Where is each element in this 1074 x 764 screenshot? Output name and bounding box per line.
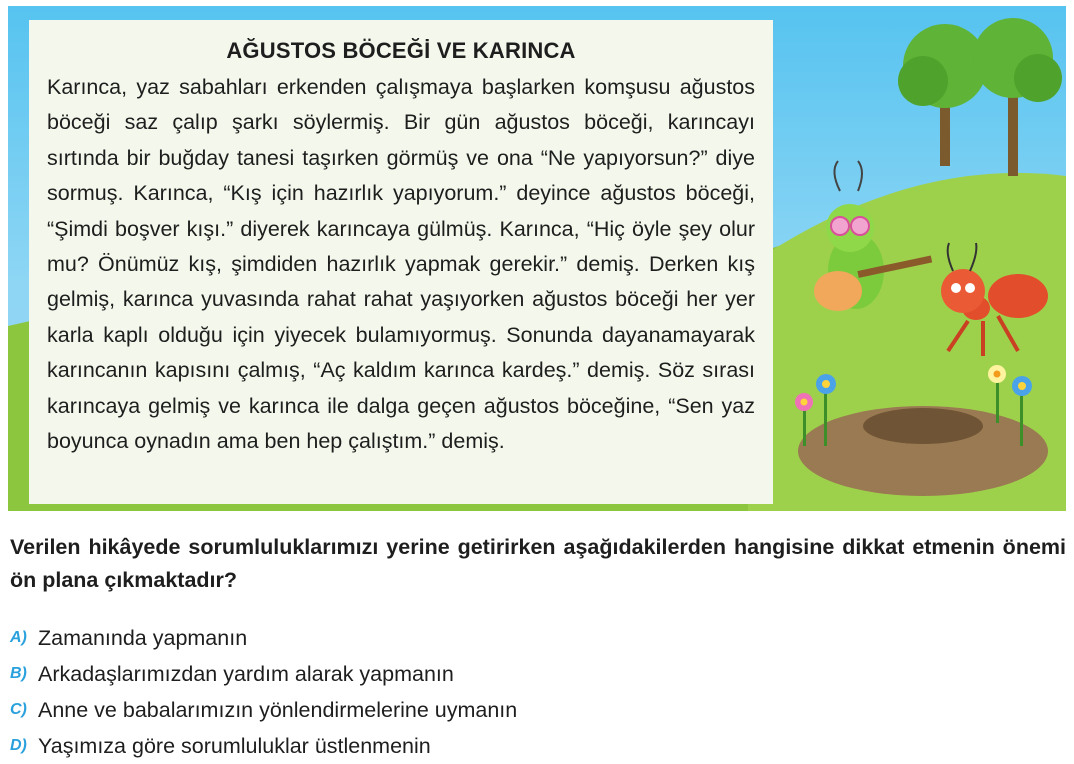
option-d[interactable] <box>10 728 517 764</box>
option-letter: B) <box>10 665 27 682</box>
option-text: Arkadaşlarımızdan yardım alarak yapmanın <box>38 661 454 686</box>
option-text: Zamanında yapmanın <box>38 625 248 650</box>
story-panel <box>29 20 773 504</box>
question-text: Verilen hikâyede sorumluluklarımızı yerine getirirken aşağıdakilerden hangisine dikkat etmenin önemi ön plana çıkmaktadır? <box>10 535 1066 592</box>
answer-options <box>10 620 517 764</box>
option-letter: D) <box>10 737 27 754</box>
story-text: Karınca, yaz sabahları erkenden çalışmaya başlarken komşusu ağustos böceği saz çalıp şarkı söylermiş. Bir gün ağustos böceği, karıncayı sırtında bir buğday tanesi taşırken görmüş ve ona “Ne yapıyorsun?” diye sormuş. Karınca, “Kış için hazırlık yapıyorum.” deyince ağustos böceği, “Şimdi boşver kışı.” diyerek karıncaya gülmüş. Karınca, “Hiç öyle şey olur mu? Önümüz kış, şimdiden hazırlık yapmak gerekir.” demiş. Derken kış gelmiş, karınca yuvasında rahat rahat yaşıyorken ağustos böceği her yer karla kaplı olduğu için yiyecek bulamıyormuş. Sonunda dayanamayarak karıncanın kapısını çalmış, “Aç kaldım karınca kardeş.” demiş. Söz sırası karıncaya gelmiş ve karınca ile dalga geçen ağustos böceğine, “Sen yaz boyunca oynadın ama ben hep çalıştım.” demiş. <box>47 75 755 454</box>
option-text: Anne ve babalarımızın yönlendirmelerine uymanın <box>38 697 518 722</box>
option-letter: C) <box>10 701 27 718</box>
story-title: AĞUSTOS BÖCEĞİ VE KARINCA <box>226 38 576 63</box>
tree-left <box>898 24 987 166</box>
option-c[interactable] <box>10 692 517 728</box>
tree-right <box>973 18 1062 176</box>
ant-hill-hole <box>863 408 983 444</box>
guitar-icon <box>814 271 862 311</box>
option-b[interactable] <box>10 656 517 692</box>
option-letter: A) <box>10 629 27 646</box>
option-a[interactable] <box>10 620 517 656</box>
option-text: Yaşımıza göre sorumluluklar üstlenmenin <box>38 733 431 758</box>
story-banner <box>8 6 1066 511</box>
